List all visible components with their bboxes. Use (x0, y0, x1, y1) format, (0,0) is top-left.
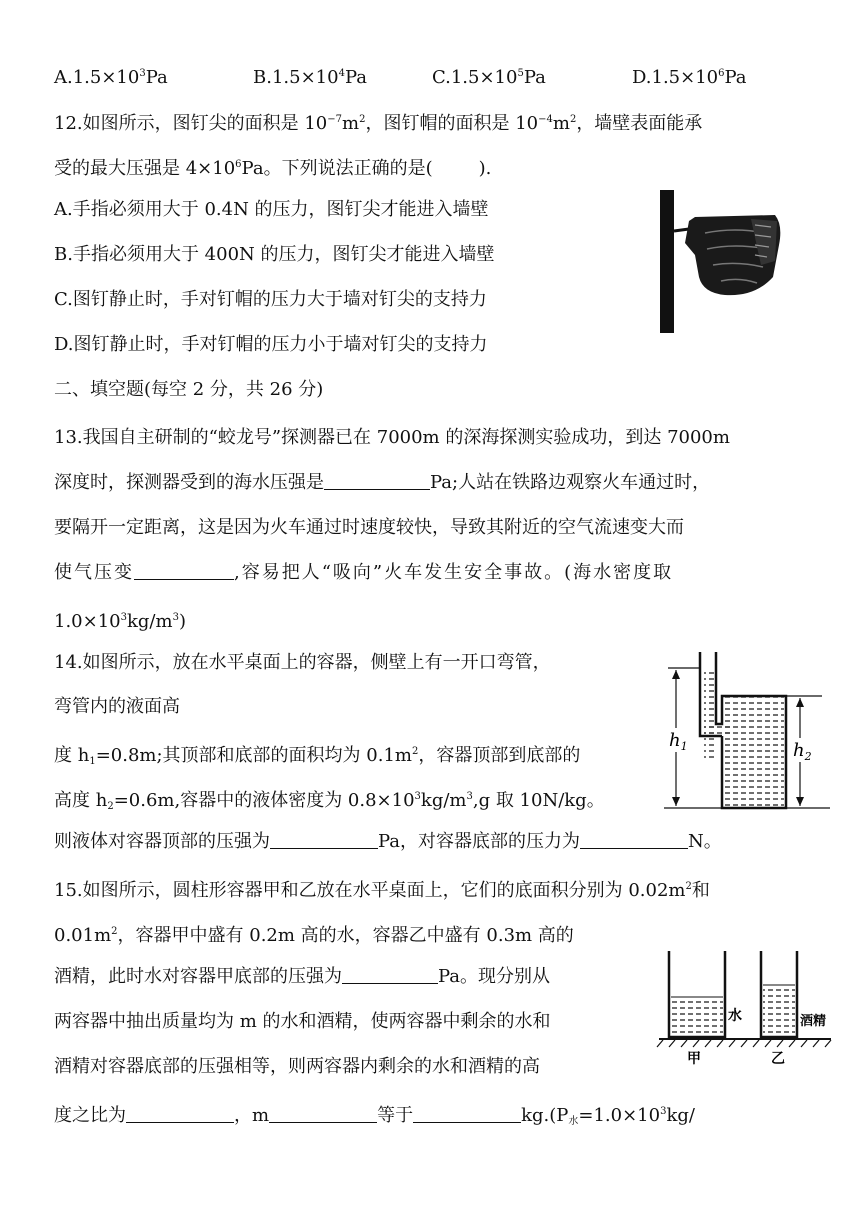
h2-label: $h_2$ (793, 740, 812, 763)
q14-line3: 度 $h_1=0.8m$;其顶部和底部的面积均为 $0.1m^2$，容器顶部到底部的 (54, 745, 581, 767)
q13-line1: 13.我国自主研制的“蛟龙号”探测器已在 7000m 的深海探测实验成功，到达 7000m (54, 427, 730, 448)
q13-line4: 使气压变 ,容易把人“吸向”火车发生安全事故。(海水密度取 (54, 562, 674, 583)
container-jia-label: 甲 (687, 1051, 701, 1067)
q12-option-a: A.手指必须用大于 0.4N 的压力，图钉尖才能进入墙壁 (54, 199, 489, 220)
q14-line2: 弯管内的液面高 (54, 696, 180, 717)
q12-stem-line2: 受的最大压强是 $4\times 10^6Pa$。下列说法正确的是( ). (54, 158, 492, 179)
q15-line1: 15.如图所示，圆柱形容器甲和乙放在水平桌面上，它们的底面积分别为 $0.02m^2$和 (54, 880, 710, 901)
q11-option-b: $B.1.5\times 10^4Pa$ (253, 67, 367, 88)
q14-line5: 则液体对容器顶部的压强为 Pa，对容器底部的压力为 N。 (54, 831, 722, 852)
container-bent-tube-figure (660, 640, 830, 815)
q15-line3: 酒精，此时水对容器甲底部的压强为 Pa。现分别从 (54, 966, 551, 987)
q12-option-c: C.图钉静止时，手对钉帽的压力大于墙对钉尖的支持力 (54, 289, 487, 310)
water-label: 水 (728, 1008, 742, 1024)
q14-blank-2[interactable] (580, 832, 688, 849)
q13-line3: 要隔开一定距离，这是因为火车通过时速度较快，导致其附近的空气流速变大而 (54, 517, 684, 538)
q12-option-b: B.手指必须用大于 400N 的压力，图钉尖才能进入墙壁 (54, 244, 495, 265)
q15-blank-3[interactable] (269, 1106, 377, 1123)
q15-line6: 度之比为 ，m 等于 $kg.(P_水=1.0\times 10^3kg/$ (54, 1105, 695, 1127)
q11-option-d: $D.1.5\times 10^6Pa$ (632, 67, 747, 88)
thumbtack-hand-figure (655, 185, 785, 335)
q14-line1: 14.如图所示，放在水平桌面上的容器，侧壁上有一开口弯管， (54, 652, 551, 673)
q14-line4: 高度 $h_2=0.6m$,容器中的液体密度为 $0.8\times 10^3kg/m^3,g$ 取 10N/kg。 (54, 790, 605, 812)
q11-option-c: $C.1.5\times 10^5Pa$ (432, 67, 546, 88)
q13-line2: 深度时，探测器受到的海水压强是 Pa;人站在铁路边观察火车通过时， (54, 472, 711, 493)
q11-option-a: $A.1.5\times 10^3Pa$ (54, 67, 168, 88)
q15-line5: 酒精对容器底部的压强相等，则两容器内剩余的水和酒精的高 (54, 1056, 540, 1077)
q13-line5: $1.0\times 10^3kg/m^3$) (54, 611, 186, 632)
q15-line2: $0.01m^2$，容器甲中盛有 0.2m 高的水，容器乙中盛有 0.3m 高的 (54, 925, 574, 946)
q15-line4: 两容器中抽出质量均为 m 的水和酒精，使两容器中剩余的水和 (54, 1011, 551, 1032)
q12-option-d: D.图钉静止时，手对钉帽的压力小于墙对钉尖的支持力 (54, 334, 488, 355)
q14-blank-1[interactable] (270, 832, 378, 849)
q13-blank-2[interactable] (134, 563, 234, 580)
q13-blank-1[interactable] (324, 473, 430, 490)
q12-stem-line1: 12.如图所示，图钉尖的面积是 $10^{-7}m^2$，图钉帽的面积是 $10^{-4}m^2$，墙壁表面能承 (54, 113, 703, 134)
two-cylinders-figure (655, 945, 835, 1070)
section-heading-fill-in: 二、填空题(每空 2 分，共 26 分) (54, 379, 324, 400)
q15-blank-4[interactable] (413, 1106, 521, 1123)
q15-blank-2[interactable] (126, 1106, 234, 1123)
alcohol-label: 酒精 (800, 1014, 827, 1029)
container-yi-label: 乙 (771, 1051, 785, 1067)
q15-blank-1[interactable] (342, 967, 438, 984)
h1-label: $h_1$ (669, 730, 688, 753)
